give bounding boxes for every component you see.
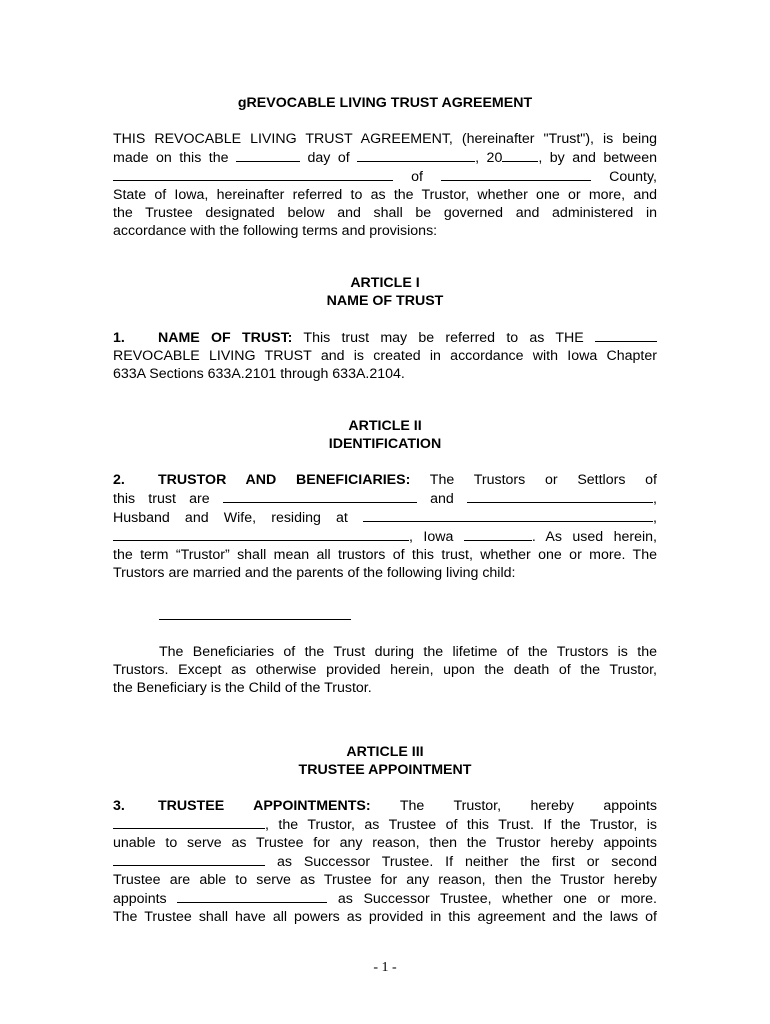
article-1-subheading: NAME OF TRUST — [326, 293, 444, 309]
intro-line-5: the Trustee designated below and shall be governed and administered in — [113, 205, 657, 221]
intro-line-6: accordance with the following terms and provisions: — [113, 223, 438, 239]
city-blank[interactable] — [113, 527, 409, 541]
beneficiaries-line-3: the Beneficiary is the Child of the Trustor. — [113, 680, 372, 696]
section-number: 2. — [113, 472, 125, 488]
article-3-subheading: TRUSTEE APPOINTMENT — [298, 762, 472, 778]
intro-line-2: made on this the day of , 20 , by and between — [113, 150, 657, 166]
section-1-line-1: 1. NAME OF TRUST: This trust may be referred to as THE — [113, 328, 657, 347]
section-3-line-7: The Trustee shall have all powers as provided in this agreement and the laws of — [113, 909, 657, 925]
article-3-section — [113, 797, 657, 926]
trustor-1-blank[interactable] — [223, 489, 417, 503]
section-2-line-4: , Iowa . As used herein, — [113, 527, 657, 546]
article-3-heading: ARTICLE III — [346, 744, 424, 760]
intro-line-4: State of Iowa, hereinafter referred to as the Trustor, whether one or more, and — [113, 187, 657, 203]
section-3-line-3: unable to serve as Trustee for any reason, then the Trustor hereby appoints — [113, 835, 657, 851]
address-blank[interactable] — [363, 508, 653, 522]
page-number: - 1 - — [373, 960, 397, 975]
section-number: 1. — [113, 330, 125, 346]
trustee-blank[interactable] — [113, 815, 265, 829]
section-label: NAME OF TRUST: — [158, 330, 293, 346]
section-3-line-6: appoints as Successor Trustee, whether one or more. — [113, 891, 657, 907]
section-3-line-5: Trustee are able to serve as Trustee for any reason, then the Trustor hereby — [113, 872, 657, 888]
section-1-line-2: REVOCABLE LIVING TRUST and is created in accordance with Iowa Chapter — [113, 348, 657, 364]
section-1-line-3: 633A Sections 633A.2101 through 633A.2104. — [113, 366, 405, 382]
trustor-name-blank[interactable] — [113, 167, 393, 181]
section-2-line-1: 2. TRUSTOR AND BENEFICIARIES: The Trustors or Settlors of — [113, 472, 657, 488]
section-label: TRUSTOR AND BENEFICIARIES: — [158, 472, 411, 488]
trust-name-blank[interactable] — [595, 328, 657, 342]
section-3-line-2: , the Trustor, as Trustee of this Trust. If the Trustor, is — [113, 815, 657, 834]
second-successor-blank[interactable] — [177, 889, 327, 903]
document-title: gREVOCABLE LIVING TRUST AGREEMENT — [237, 95, 533, 111]
beneficiaries-line-2: Trustors. Except as otherwise provided herein, upon the death of the Trustor, — [113, 662, 657, 678]
beneficiaries-line-1: The Beneficiaries of the Trust during the lifetime of the Trustors is the — [159, 644, 657, 660]
section-2-line-6: Trustors are married and the parents of the following living child: — [113, 565, 516, 581]
county-blank[interactable] — [441, 167, 591, 181]
section-number: 3. — [113, 798, 125, 814]
section-2-line-5: the term “Trustor” shall mean all trustors of this trust, whether one or more. The — [113, 547, 657, 563]
intro-line-3: of County, — [113, 167, 657, 186]
zip-blank[interactable] — [464, 527, 532, 541]
article-2-section — [113, 471, 657, 697]
intro-paragraph — [113, 130, 657, 240]
article-1-section — [113, 328, 657, 383]
year-blank[interactable] — [502, 148, 538, 162]
child-name-line — [113, 606, 657, 625]
section-2-line-2: this trust are and , — [113, 491, 657, 507]
successor-trustee-blank[interactable] — [113, 852, 265, 866]
intro-line-1: THIS REVOCABLE LIVING TRUST AGREEMENT, (hereinafter "Trust"), is being — [113, 131, 657, 147]
day-blank[interactable] — [236, 148, 300, 162]
article-1-heading: ARTICLE I — [350, 275, 420, 291]
trustor-2-blank[interactable] — [467, 489, 653, 503]
child-name-blank[interactable] — [159, 606, 351, 620]
article-2-subheading: IDENTIFICATION — [328, 436, 442, 452]
month-blank[interactable] — [357, 148, 475, 162]
section-2-line-3: Husband and Wife, residing at , — [113, 510, 657, 526]
document-page — [113, 94, 657, 926]
section-label: TRUSTEE APPOINTMENTS: — [158, 798, 371, 814]
article-2-heading: ARTICLE II — [348, 418, 422, 434]
section-3-line-4: as Successor Trustee. If neither the first or second — [113, 852, 657, 871]
section-3-line-1: 3. TRUSTEE APPOINTMENTS: The Trustor, hereby appoints — [113, 798, 658, 814]
